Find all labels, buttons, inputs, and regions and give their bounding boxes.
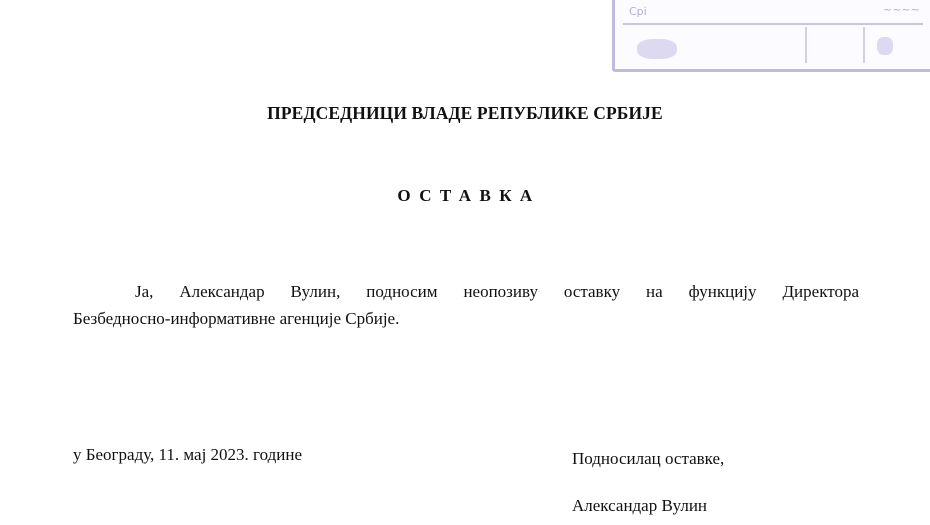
- registry-stamp: [612, 0, 930, 72]
- statement-line: Ја, Александар Вулин, подносим неопозиву оставку на функцију Директора: [135, 282, 859, 301]
- document-title: ОСТАВКА: [397, 186, 541, 205]
- signer-name: Александар Вулин: [572, 496, 708, 515]
- stamp-smudge: [637, 39, 677, 59]
- stamp-smudge: [877, 37, 893, 55]
- resignation-statement: [73, 278, 859, 332]
- addressee-heading: ПРЕДСЕДНИЦИ ВЛАДЕ РЕПУБЛИКЕ СРБИЈЕ: [267, 103, 663, 123]
- stamp-column-line: [805, 27, 807, 63]
- stamp-scribble: Срі: [629, 5, 647, 18]
- stamp-column-line: [863, 27, 865, 63]
- stamp-divider: [623, 23, 923, 25]
- signer-label: Подносилац оставке,: [572, 449, 725, 468]
- statement-line: Безбедносно-информативне агенције Србије.: [73, 309, 400, 328]
- stamp-scribble: ~~~~: [883, 3, 920, 16]
- place-and-date: у Београду, 11. мај 2023. године: [73, 445, 303, 464]
